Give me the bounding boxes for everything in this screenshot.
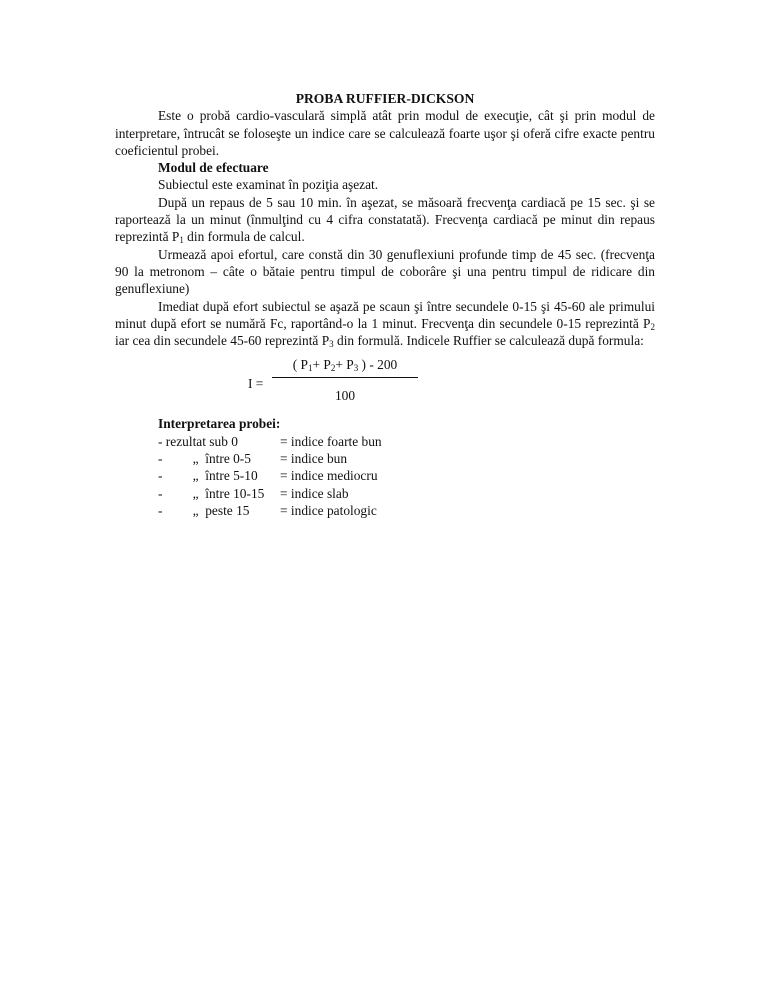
num-plus1: + P: [312, 357, 331, 373]
interpretation-heading: Interpretarea probei:: [158, 416, 281, 432]
num-sub3: 3: [353, 363, 359, 374]
interpretation-range: - „ între 0-5: [158, 451, 251, 467]
imediat-paragraph: [115, 298, 655, 350]
interpretation-range: - rezultat sub 0: [158, 433, 238, 449]
num-sub1: 1: [307, 363, 313, 374]
num-plus2: + P: [335, 357, 354, 373]
intro-paragraph: Este o probă cardio-vasculară simplă atât prin modul de execuţie, cât şi prin modul de interpretare, întrucât se foloseşte un indice care se calculează foarte uşor şi oferă cifre exacte pentru coeficientul probei.: [115, 108, 655, 158]
fraction-bar: [272, 377, 418, 378]
p2-subscript: 2: [650, 321, 655, 332]
imediat-text-c: din formulă. Indicele Ruffier se calculează după formula:: [333, 333, 644, 349]
interpretation-result: = indice foarte bun: [280, 433, 382, 449]
repaus-text: După un repaus de 5 sau 10 min. în aşezat, se măsoară frecvenţa cardiacă pe 15 sec. şi se raportează la un minut (înmulţind cu 4 cifra constatată). Frecvenţa cardiacă pe minut din repaus reprezintă P: [115, 194, 655, 245]
num-sub2: 2: [330, 363, 336, 374]
interpretation-row: [158, 502, 655, 519]
imediat-text-a: Imediat după efort subiectul se aşază pe scaun şi între secundele 0-15 şi 45-60 ale primului minut după efort se numără Fc, raportând-o la 1 minut. Frecvenţa din secundele 0-15 reprezintă P: [115, 298, 655, 331]
repaus-text-end: din formula de calcul.: [183, 229, 305, 245]
document-page: [115, 90, 655, 519]
document-title: PROBA RUFFIER-DICKSON: [295, 91, 475, 106]
interpretation-result: = indice patologic: [280, 502, 377, 518]
num-open: ( P: [292, 357, 308, 373]
interpretation-range: - „ peste 15: [158, 502, 250, 518]
interpretation-row: [158, 485, 655, 502]
ruffier-formula: [115, 355, 655, 415]
efort-paragraph: Urmează apoi efortul, care constă din 30 genuflexiuni profunde timp de 45 sec. (frecvenţa 90 la metronom – câte o bătaie pentru timpul de coborâre şi una pentru timpul de ridicare din genuflexiune): [115, 246, 655, 297]
mode-heading: Modul de efectuare: [158, 160, 269, 176]
num-close: ) - 200: [358, 357, 398, 373]
imediat-text-b: iar cea din secundele 45-60 reprezintă P: [115, 333, 330, 349]
position-paragraph: Subiectul este examinat în poziţia aşezat.: [158, 177, 379, 193]
interpretation-row: [158, 467, 655, 484]
repaus-paragraph: [115, 194, 655, 246]
interpretation-row: [158, 450, 655, 467]
interpretation-row: [158, 433, 655, 450]
p1-subscript: 1: [179, 235, 184, 246]
formula-denominator: 100: [334, 388, 356, 404]
interpretation-result: = indice mediocru: [280, 468, 378, 484]
p3-subscript: 3: [329, 339, 334, 350]
interpretation-list: [158, 433, 655, 519]
interpretation-result: = indice slab: [280, 485, 349, 501]
interpretation-result: = indice bun: [280, 451, 348, 467]
formula-numerator: [272, 356, 418, 373]
interpretation-range: - „ între 10-15: [158, 485, 265, 501]
formula-lhs: I =: [248, 376, 264, 392]
interpretation-range: - „ între 5-10: [158, 468, 258, 484]
